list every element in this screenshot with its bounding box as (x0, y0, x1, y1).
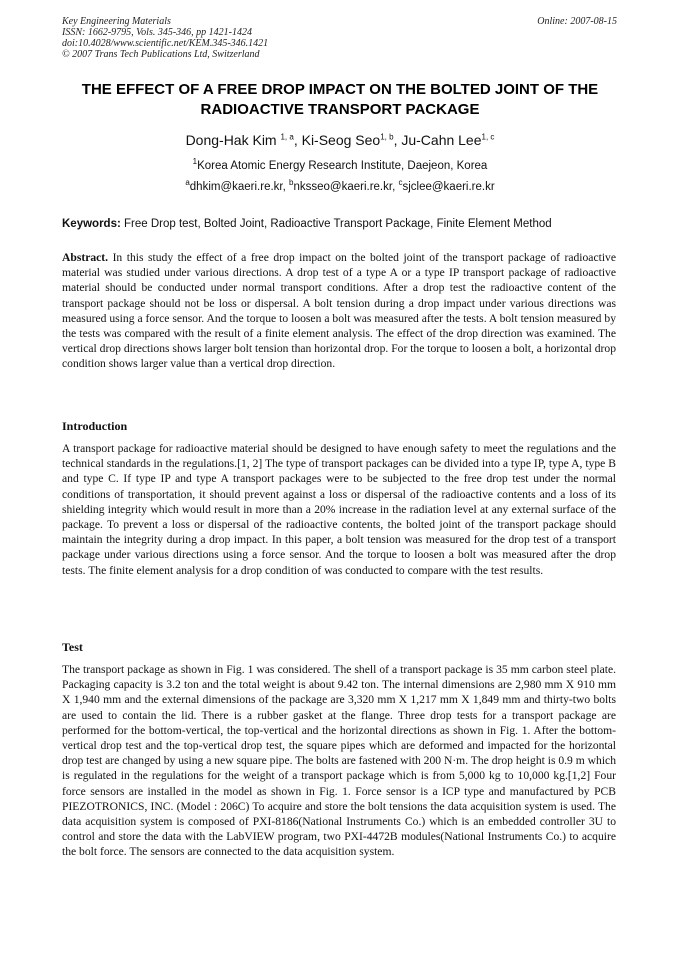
issn-line: ISSN: 1662-9795, Vols. 345-346, pp 1421-1424 (62, 27, 252, 38)
email-mark: b (289, 178, 294, 188)
email-mark: c (398, 178, 403, 188)
abstract-text: In this study the effect of a free drop impact on the bolted joint of the transport package of radioactive material was studied under various directions. A drop test of a type A or a type IP transport package of radioactive material should be conducted under normal transport conditions. After a drop test the radioactive content of the transport package should not be loss or dispersal. A bolt tension during a drop impact under various directions was measured using a force sensor. And the torque to loosen a bolt was measured after the tests. A bolt tension measured by the tests was compared with the result of a finite element analysis. The effect of the drop direction was examined. The vertical drop directions shows larger bolt tension than horizontal drop. For the torque to loosen a bolt, a horizontal drop condition shows larger value than a vertical drop direction. (62, 251, 616, 371)
doi-line: doi:10.4028/www.scientific.net/KEM.345-346.1421 (62, 38, 269, 49)
introduction-heading: Introduction (62, 419, 128, 433)
author-list (55, 131, 625, 149)
test-heading: Test (62, 640, 83, 654)
email-separator: , (392, 181, 399, 193)
author-affiliation-mark: 1, b (380, 132, 394, 142)
abstract-label: Abstract. (62, 251, 109, 264)
affiliation (55, 158, 625, 174)
author-name: Ki-Seog Seo (301, 132, 381, 148)
copyright-line: © 2007 Trans Tech Publications Ltd, Switzerland (62, 49, 260, 60)
author-affiliation-mark: 1, c (481, 132, 495, 142)
author-name: Dong-Hak Kim (185, 132, 277, 148)
email-link[interactable]: nksseo@kaeri.re.kr (293, 181, 393, 193)
author-affiliation-mark: 1, a (280, 132, 294, 142)
email-separator: , (282, 181, 290, 193)
keywords-label: Keywords: (62, 218, 121, 230)
author-separator: , (293, 132, 302, 148)
affiliation-text: Korea Atomic Energy Research Institute, Daejeon, Korea (197, 160, 488, 172)
email-mark: a (185, 178, 190, 188)
online-date: Online: 2007-08-15 (537, 16, 617, 27)
affiliation-mark: 1 (192, 157, 198, 167)
abstract (62, 250, 616, 372)
email-list (55, 179, 625, 195)
email-link[interactable]: sjclee@kaeri.re.kr (402, 181, 495, 193)
introduction-text: A transport package for radioactive material should be designed to have enough safety to meet the regulations and the technical standards in the regulations.[1, 2] The type of transport packages can be divided into a type IP, type A, type B and type C. If type IP and type A transport packages were to be subjected to the free drop test under the normal conditions of transportation, it should prevent against a loss or dispersal of the radioactive contents and a loss of its shielding integrity which would result in more than a 20% increase in the radiation level at any external surface of the package. To prevent a loss or dispersal of the radioactive contents, the bolted joint of the transport package should maintain the integrity during a drop impact. In this paper, a bolt tension was measured for the drop test of a transport package under various directions using a force sensor. And the torque to loosen a bolt was measured after the drop tests. The finite element analysis for a drop condition of was conducted to compare with the test results. (62, 442, 616, 577)
journal-name: Key Engineering Materials (62, 16, 171, 27)
keywords-text: Free Drop test, Bolted Joint, Radioactive Transport Package, Finite Element Method (124, 218, 552, 230)
author-name: Ju-Cahn Lee (401, 132, 482, 148)
email-link[interactable]: dhkim@kaeri.re.kr (189, 181, 283, 193)
author-separator: , (393, 132, 402, 148)
keywords (62, 216, 617, 232)
test-text: The transport package as shown in Fig. 1 was considered. The shell of a transport package is 35 mm carbon steel plate. Packaging capacity is 3.2 ton and the total weight is about 9.42 ton. The internal dimensions are 2,980 mm X 910 mm X 1,940 mm and the external dimensions of the package are 3,320 mm X 1,217 mm X 1,849 mm and thirty-two bolts are used to contain the lid. There is a rubber gasket at the flange. Three drop tests for a transport package are performed for the bottom-vertical, the top-vertical and the horizontal directions as shown in Fig. 1. After the bottom-vertical drop test and the top-vertical drop test, the square pipes which are deformed and impacted for the horizontal drop test are changed by using a new square pipe. The bolts are fastened with 200 N·m. The drop height is 0.9 m which is regulated in the regulations for the weight of a transport package which is from 5,000 kg to 10,000 kg.[1,2] Four force sensors are installed in the model as shown in Fig. 1. Force sensor is a ICP type and manufactured by PCB PIEZOTRONICS, INC. (Model : 206C) To acquire and store the bolt tensions the data acquisition system is used. The data acquisition system is composed of PXI-8186(National Instruments Co.) which is an embedded controller 3U to control and store the data with the LabVIEW program, two PXI-4472B modules(National Instruments Co.) to acquire the bolt force. The sensors are connected to the data acquisition system. (62, 663, 617, 859)
journal-header (62, 16, 617, 60)
paper-title: THE EFFECT OF A FREE DROP IMPACT ON THE BOLTED JOINT OF THE RADIOACTIVE TRANSPORT PACKAGE (81, 81, 599, 118)
